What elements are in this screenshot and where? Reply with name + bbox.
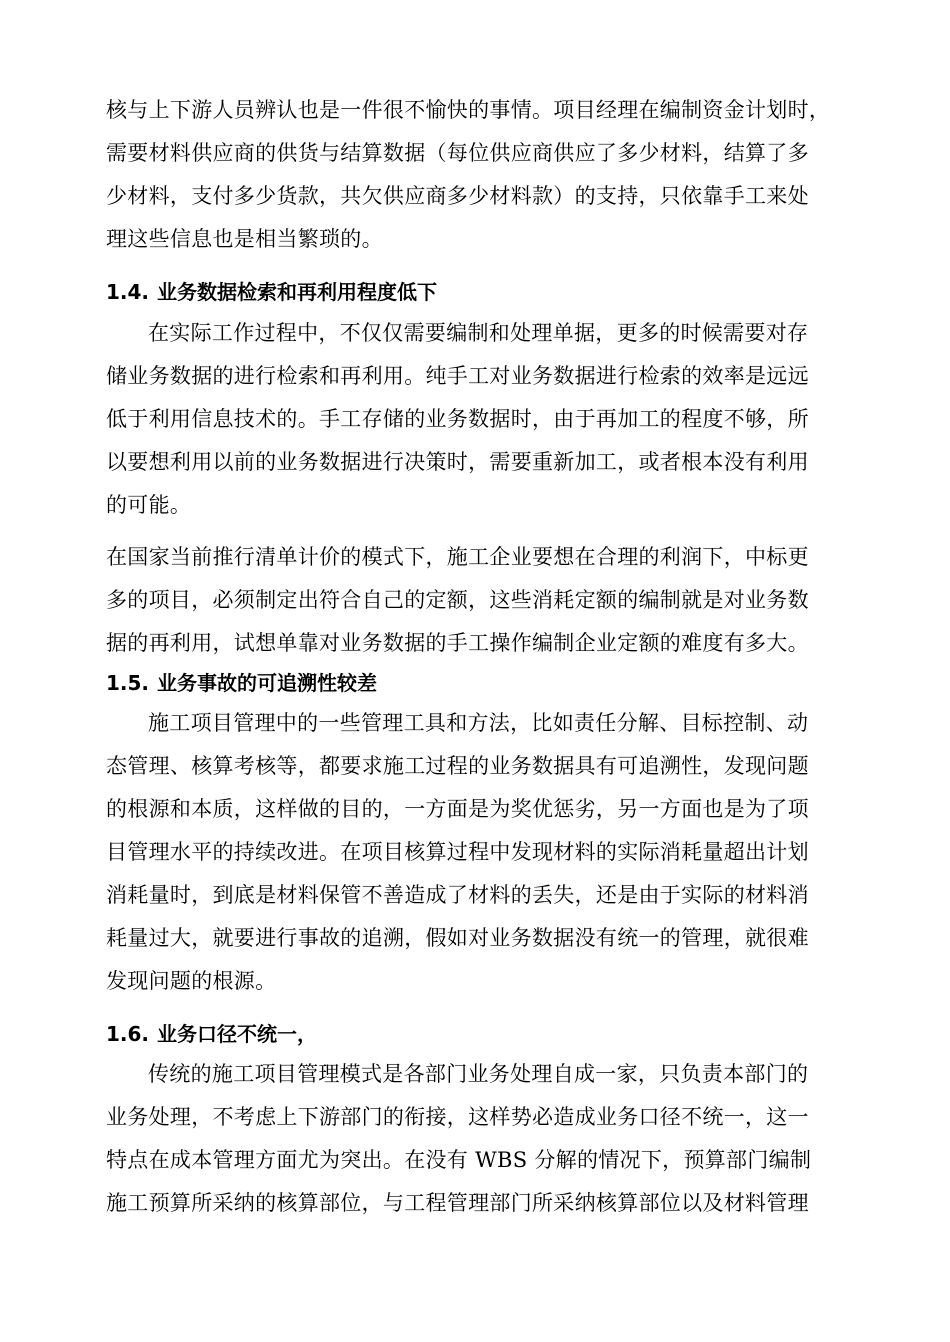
text-line: 发现问题的根源。 [106,969,277,993]
text-line: 特点在成本管理方面尤为突出。在没有 WBS 分解的情况下，预算部门编制 [106,1148,812,1172]
section-number: 1.5. [106,671,150,695]
text-line: 据的再利用，试想单靠对业务数据的手工操作编制企业定额的难度有多大。 [106,631,809,655]
section-heading-1-5 [106,670,846,696]
text-line: 的可能。 [106,493,192,517]
text-line: 消耗量时，到底是材料保管不善造成了材料的丢失，还是由于实际的材料消 [106,883,809,907]
text-line: 低于利用信息技术的。手工存储的业务数据时，由于再加工的程度不够，所 [106,407,809,431]
text-line: 在国家当前推行清单计价的模式下，施工企业要想在合理的利润下，中标更 [106,545,809,569]
text-line: 施工项目管理中的一些管理工具和方法，比如责任分解、目标控制、动 [148,711,809,735]
section-title: 业务口径不统一， [157,1022,317,1046]
section-heading-1-4 [106,279,846,305]
text-line: 储业务数据的进行检索和再利用。纯手工对业务数据进行检索的效率是远远 [106,364,809,388]
text-line: 需要材料供应商的供货与结算数据（每位供应商供应了多少材料，结算了多 [106,141,809,165]
text-line: 以要想利用以前的业务数据进行决策时，需要重新加工，或者根本没有利用 [106,450,809,474]
section-title: 业务数据检索和再利用程度低下 [157,280,437,304]
text-line: 理这些信息也是相当繁琐的。 [106,227,383,251]
text-line: 多的项目，必须制定出符合自己的定额，这些消耗定额的编制就是对业务数 [106,588,809,612]
section-number: 1.4. [106,280,150,304]
text-line: 传统的施工项目管理模式是各部门业务处理自成一家，只负责本部门的 [148,1062,809,1086]
text-line: 少材料，支付多少货款，共欠供应商多少材料款）的支持，只依靠手工来处 [106,184,809,208]
text-line: 的根源和本质，这样做的目的，一方面是为奖优惩劣，另一方面也是为了项 [106,797,809,821]
text-line: 在实际工作过程中，不仅仅需要编制和处理单据，更多的时候需要对存 [148,321,809,345]
text-line: 目管理水平的持续改进。在项目核算过程中发现材料的实际消耗量超出计划 [106,840,809,864]
text-line: 核与上下游人员辨认也是一件很不愉快的事情。项目经理在编制资金计划时， [106,98,831,122]
text-line: 态管理、核算考核等，都要求施工过程的业务数据具有可追溯性，发现问题 [106,754,809,778]
text-line: 耗量过大，就要进行事故的追溯，假如对业务数据没有统一的管理，就很难 [106,926,809,950]
section-title: 业务事故的可追溯性较差 [157,671,377,695]
text-line: 施工预算所采纳的核算部位，与工程管理部门所采纳核算部位以及材料管理 [106,1191,809,1215]
section-number: 1.6. [106,1022,150,1046]
section-heading-1-6 [106,1021,846,1047]
text-line: 业务处理，不考虑上下游部门的衔接，这样势必造成业务口径不统一，这一 [106,1105,809,1129]
